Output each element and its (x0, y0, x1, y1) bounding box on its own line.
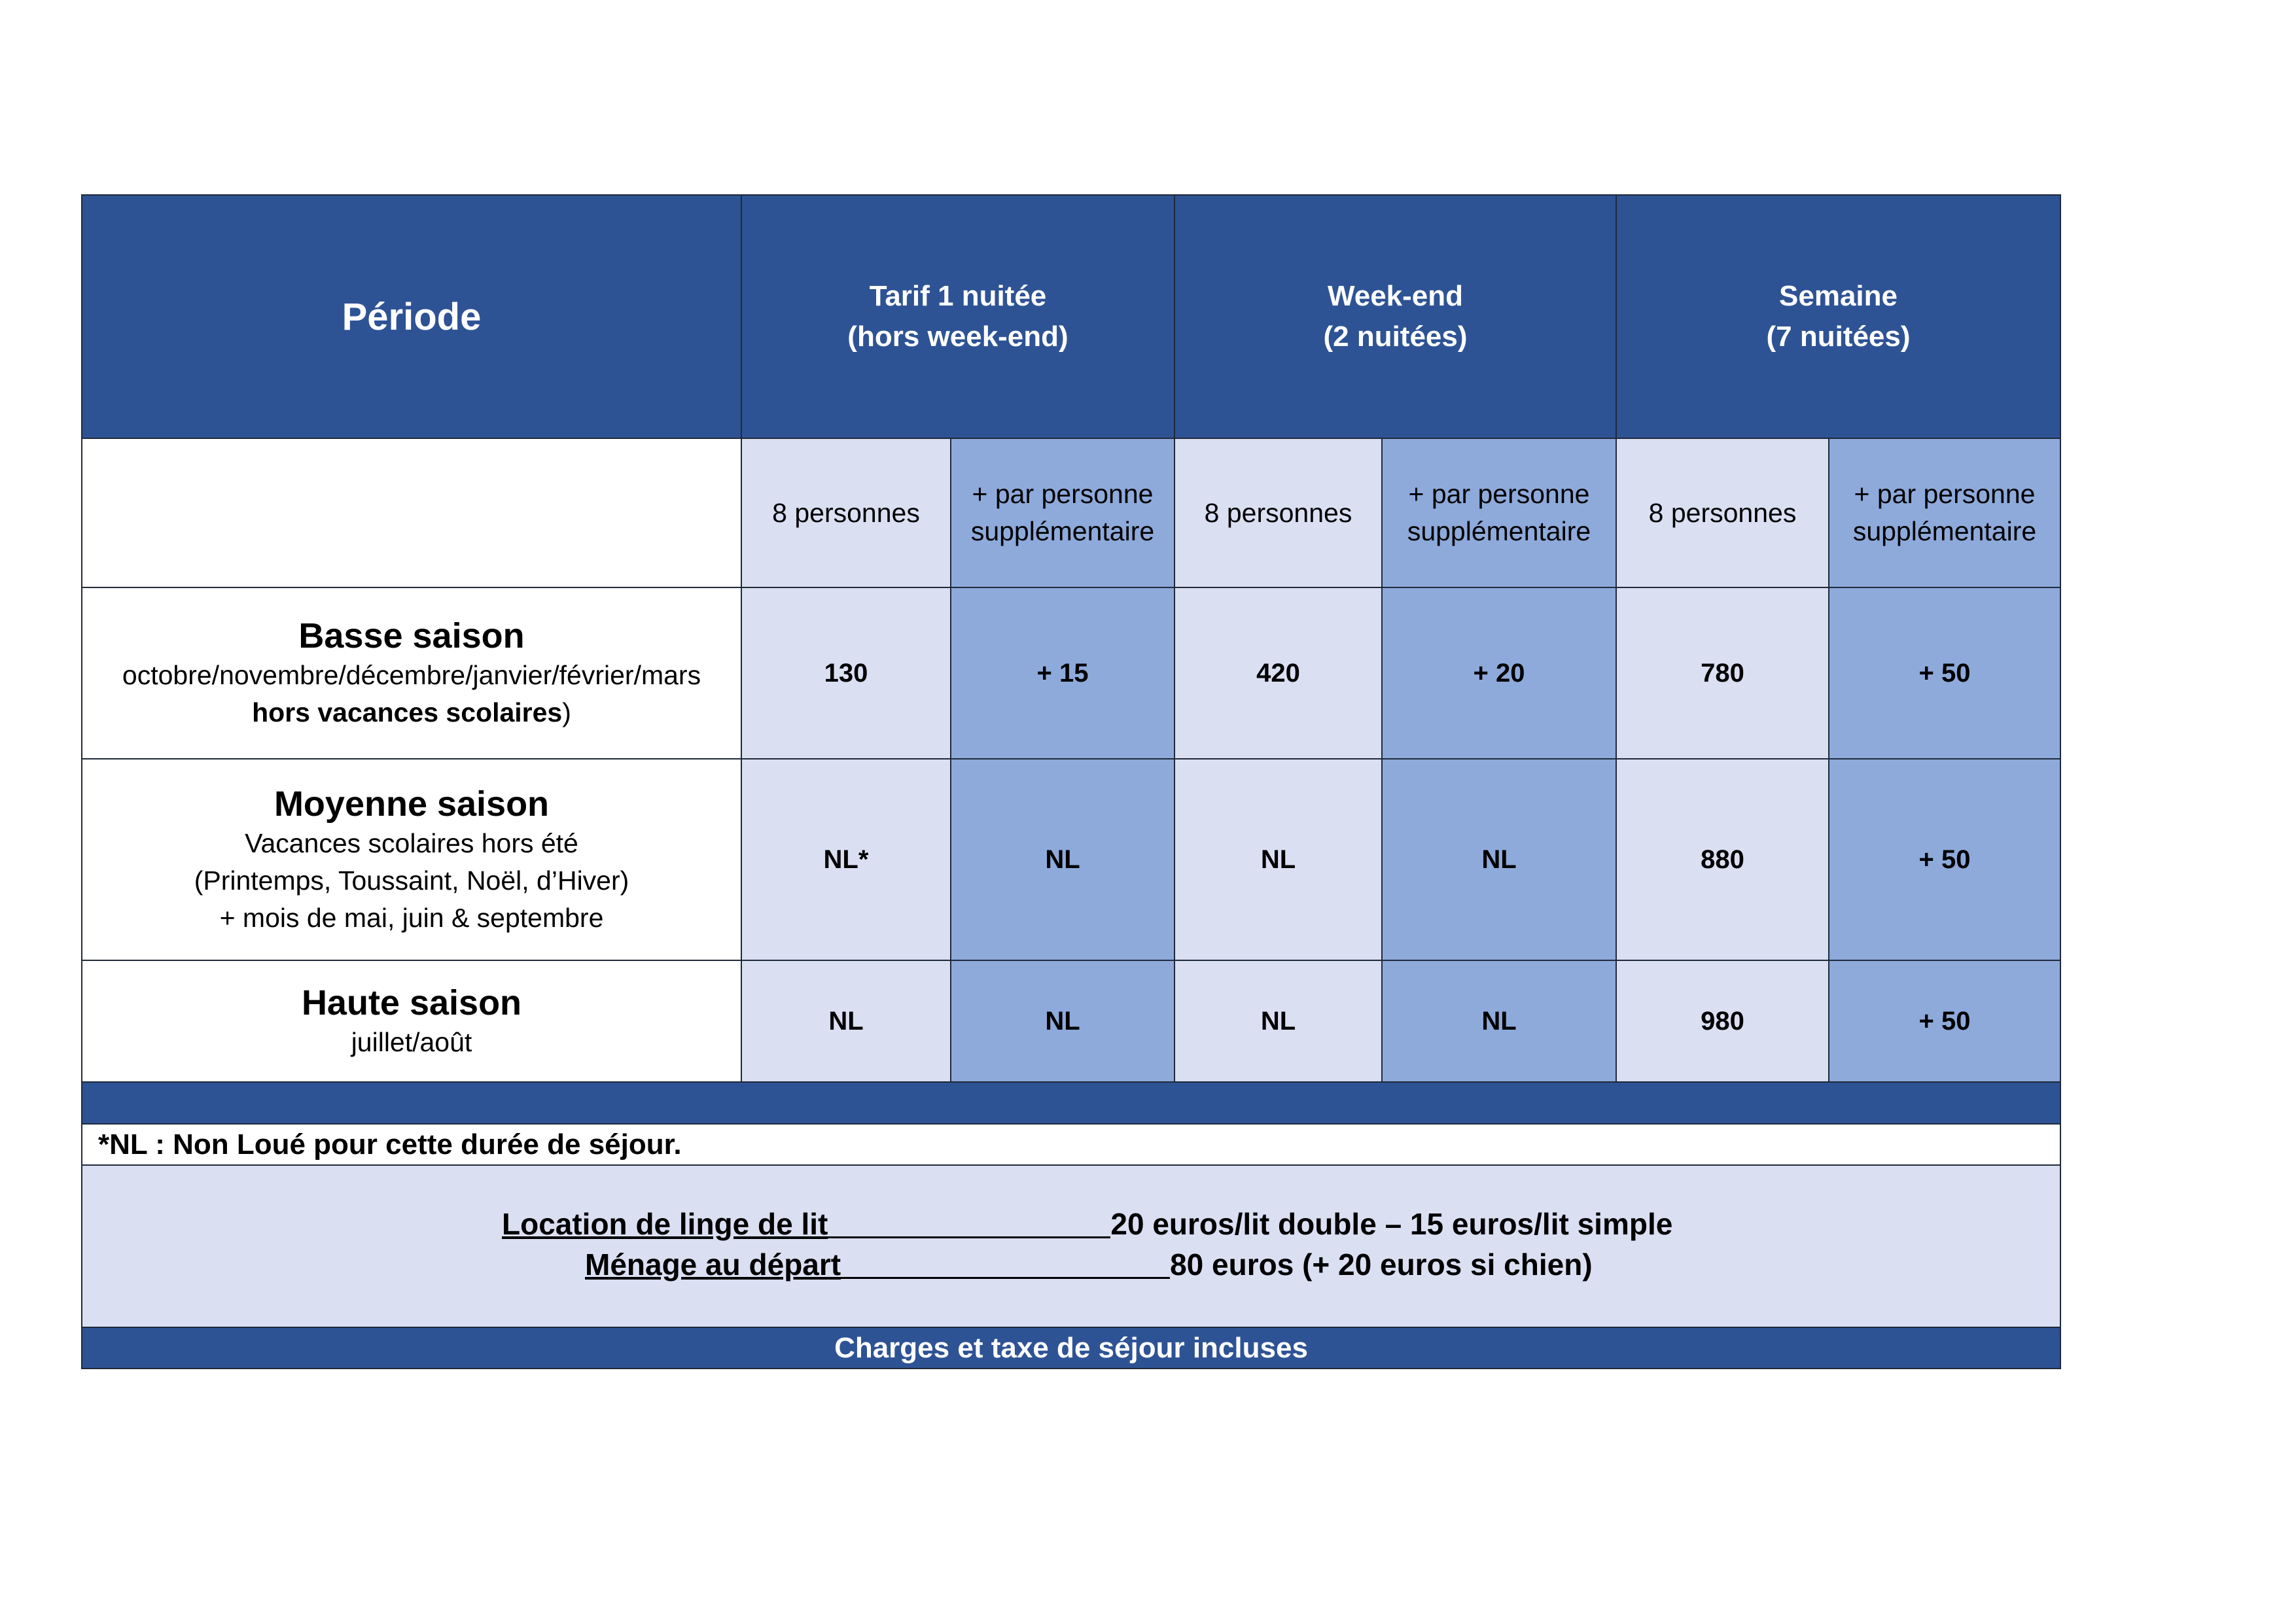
extra-label: Ménage au départ (585, 1248, 841, 1282)
season-title: Haute saison (301, 983, 522, 1022)
extra-leader (828, 1206, 1110, 1238)
price-cell (1175, 759, 1383, 961)
subheader-weekend-base (1175, 439, 1383, 588)
extra-label: Location de linge de lit (502, 1207, 828, 1241)
price-value: + 15 (1036, 658, 1089, 688)
subheader-semaine-extra (1829, 439, 2060, 588)
subheader-nuitee-extra (951, 439, 1175, 588)
subheader-base-label: 8 personnes (1648, 497, 1797, 528)
price-value: + 50 (1918, 845, 1971, 874)
price-cell (1617, 588, 1829, 759)
price-value: 130 (824, 658, 868, 688)
price-value: NL (1260, 1006, 1296, 1036)
subheader-extra-line2: supplémentaire (970, 516, 1155, 546)
price-value: 780 (1701, 658, 1744, 688)
season-note-tail: ) (562, 697, 571, 727)
subheader-extra-line1: + par personne (1408, 479, 1590, 509)
price-value: NL (1481, 1006, 1517, 1036)
price-cell (1829, 759, 2060, 961)
season-moyenne-cell (82, 759, 742, 961)
nl-footnote: *NL : Non Loué pour cette durée de séjour. (82, 1125, 2060, 1166)
extra-leader (841, 1247, 1170, 1279)
price-cell (951, 759, 1175, 961)
price-cell (1175, 588, 1383, 759)
price-value: NL (1045, 1006, 1080, 1036)
subheader-extra-line2: supplémentaire (1407, 516, 1591, 546)
subheader-weekend-extra (1383, 439, 1617, 588)
header-nuitee-cell (742, 196, 1175, 439)
extra-line-linge (502, 1206, 1672, 1242)
price-cell (742, 588, 951, 759)
extra-line-menage (585, 1247, 1593, 1282)
extra-price: 20 euros/lit double – 15 euros/lit simple (1110, 1207, 1673, 1241)
price-cell (1175, 961, 1383, 1083)
price-value: 420 (1256, 658, 1300, 688)
separator-band (82, 1083, 2060, 1125)
season-note-bold: hors vacances scolaires (252, 697, 563, 727)
price-cell (951, 588, 1175, 759)
season-title: Basse saison (298, 616, 525, 655)
footer-text: Charges et taxe de séjour incluses (834, 1331, 1308, 1364)
header-period-cell (82, 196, 742, 439)
season-line: juillet/août (351, 1026, 472, 1057)
price-value: NL* (823, 845, 869, 874)
price-cell (742, 759, 951, 961)
header-weekend-line2: (2 nuitées) (1323, 321, 1468, 353)
season-line: Vacances scolaires hors été (245, 828, 578, 858)
price-value: + 50 (1918, 658, 1971, 688)
price-cell (1829, 961, 2060, 1083)
price-value: NL (1481, 845, 1517, 874)
header-period-label: Période (342, 295, 482, 338)
header-weekend-cell (1175, 196, 1617, 439)
subheader-extra-line2: supplémentaire (1852, 516, 2037, 546)
price-cell (1617, 759, 1829, 961)
price-value: NL (1260, 845, 1296, 874)
price-cell (1383, 588, 1617, 759)
extra-price: 80 euros (+ 20 euros si chien) (1170, 1248, 1593, 1282)
header-semaine-line1: Semaine (1779, 280, 1898, 312)
footer-band (82, 1328, 2060, 1368)
season-title: Moyenne saison (274, 784, 550, 824)
price-cell (742, 961, 951, 1083)
header-nuitee-line2: (hors week-end) (847, 321, 1069, 353)
price-value: + 50 (1918, 1006, 1971, 1036)
price-value: 880 (1701, 845, 1744, 874)
header-nuitee-line1: Tarif 1 nuitée (869, 280, 1047, 312)
header-weekend-line1: Week-end (1327, 280, 1464, 312)
season-line: + mois de mai, juin & septembre (219, 902, 604, 933)
season-line: (Printemps, Toussaint, Noël, d’Hiver) (194, 865, 629, 896)
subheader-base-label: 8 personnes (1204, 497, 1352, 528)
price-cell (1383, 961, 1617, 1083)
subheader-empty-cell (82, 439, 742, 588)
header-semaine-cell (1617, 196, 2060, 439)
price-value: + 20 (1473, 658, 1525, 688)
season-haute-cell (82, 961, 742, 1083)
price-value: NL (828, 1006, 864, 1036)
subheader-semaine-base (1617, 439, 1829, 588)
subheader-extra-line1: + par personne (1854, 479, 2036, 509)
price-cell (951, 961, 1175, 1083)
price-cell (1829, 588, 2060, 759)
extras-box (82, 1166, 2060, 1328)
subheader-nuitee-base (742, 439, 951, 588)
subheader-base-label: 8 personnes (772, 497, 920, 528)
header-semaine-line2: (7 nuitées) (1766, 321, 1911, 353)
price-value: 980 (1701, 1006, 1744, 1036)
season-note (252, 694, 571, 731)
season-months: octobre/novembre/décembre/janvier/février/mars (122, 660, 701, 690)
season-basse-cell (82, 588, 742, 759)
subheader-extra-line1: + par personne (972, 479, 1154, 509)
price-cell (1383, 759, 1617, 961)
price-value: NL (1045, 845, 1080, 874)
price-cell (1617, 961, 1829, 1083)
pricing-table (81, 194, 2061, 1369)
